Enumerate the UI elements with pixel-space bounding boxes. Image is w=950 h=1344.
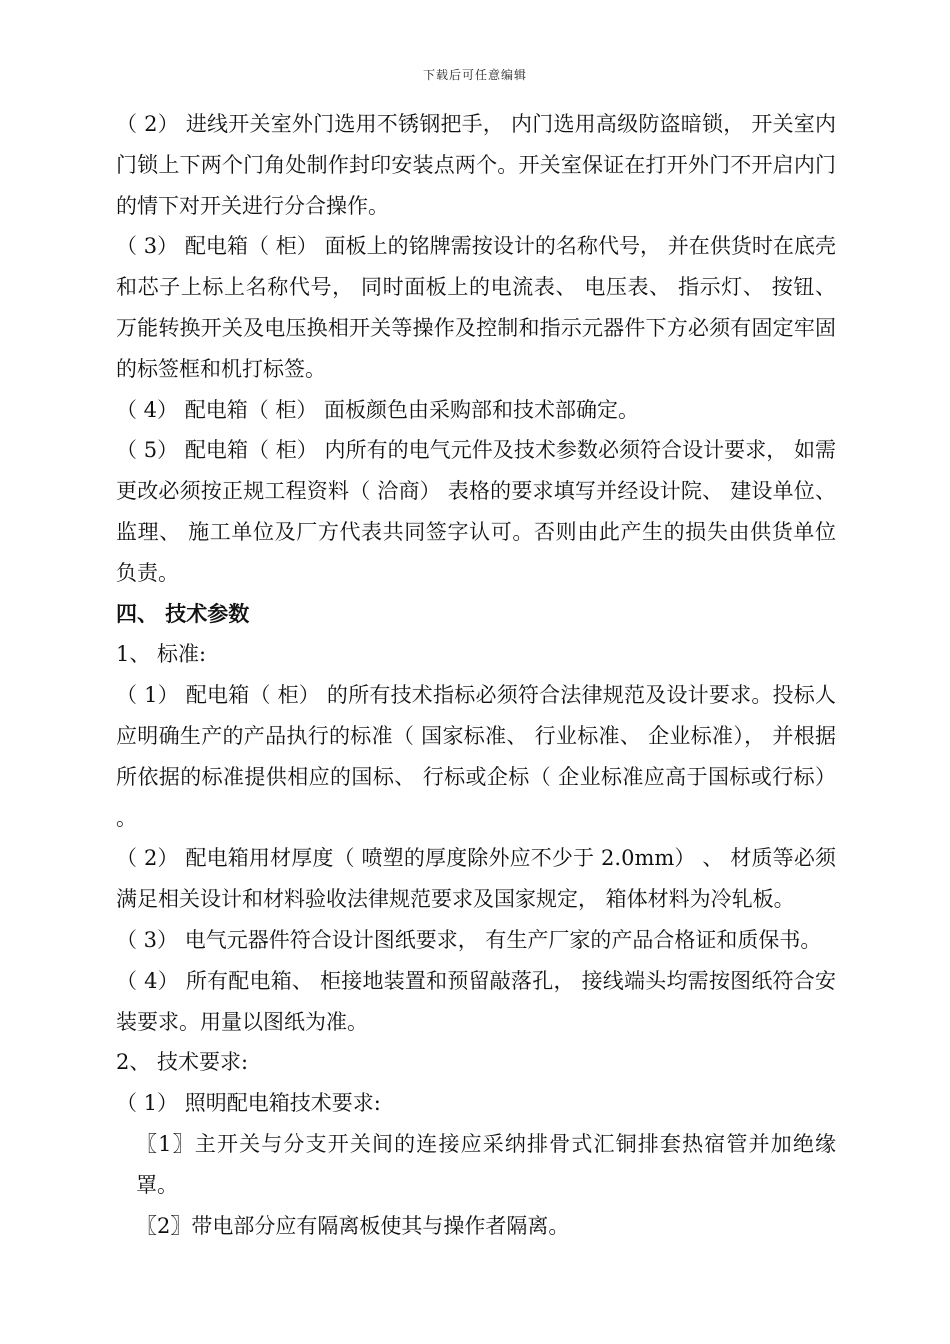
paragraph-standards-4: （ 4） 所有配电箱、 柜接地装置和预留敲落孔， 接线端头均需按图纸符合安装要求。用量以图纸为准。 <box>116 968 836 1034</box>
page-header-note: 下载后可任意编辑 <box>422 68 527 82</box>
subheading-technical-requirements: 2、 技术要求: <box>116 1050 249 1075</box>
document-body <box>116 104 836 1246</box>
paragraph-4-panel-color: （ 4） 配电箱（ 柜） 面板颜色由采购部和技术部确定。 <box>116 397 640 422</box>
section-heading-technical-parameters: 四、 技术参数 <box>116 600 250 626</box>
paragraph-3-nameplate: （ 3） 配电箱（ 柜） 面板上的铭牌需按设计的名称代号， 并在供货时在底壳和芯子上标上名称代号， 同时面板上的电流表、 电压表、 指示灯、 按钮、 万能转换开关及电压换相开关等操作及控制和指示元器件下方必须有固定牢固的标签框和机打标签。 <box>116 234 836 381</box>
list-item-isolation-plate: 〖2〗带电部分应有隔离板使其与操作者隔离。 <box>136 1213 570 1238</box>
paragraph-standards-2: （ 2） 配电箱用材厚度（ 喷塑的厚度除外应不少于 2.0mm） 、 材质等必须满足相关设计和材料验收法律规范要求及国家规定， 箱体材料为冷轧板。 <box>116 846 836 912</box>
list-item-main-switch: 〖1〗主开关与分支开关间的连接应采纳排骨式汇铜排套热宿管并加绝缘罩。 <box>136 1131 836 1197</box>
paragraph-standards-3: （ 3） 电气元器件符合设计图纸要求， 有生产厂家的产品合格证和质保书。 <box>116 927 822 952</box>
paragraph-5-components: （ 5） 配电箱（ 柜） 内所有的电气元件及技术参数必须符合设计要求， 如需更改必须按正规工程资料（ 洽商） 表格的要求填写并经设计院、 建设单位、 监理、 施工单位及厂方代表共同签字认可。否则由此产生的损失由供货单位负责。 <box>116 438 836 585</box>
paragraph-standards-1: （ 1） 配电箱（ 柜） 的所有技术指标必须符合法律规范及设计要求。投标人应明确生产的产品执行的标准（ 国家标准、 行业标准、 企业标准）， 并根据所依据的标准提供相应的国标、 行标或企标（ 企业标准应高于国标或行标） 。 <box>116 683 836 830</box>
subheading-lighting-box-requirements: （ 1） 照明配电箱技术要求: <box>116 1091 381 1116</box>
subheading-standards: 1、 标准: <box>116 642 207 667</box>
paragraph-2-door-locks: （ 2） 进线开关室外门选用不锈钢把手， 内门选用高级防盗暗锁， 开关室内门锁上下两个门角处制作封印安装点两个。开关室保证在打开外门不开启内门的情下对开关进行分合操作。 <box>116 112 836 218</box>
